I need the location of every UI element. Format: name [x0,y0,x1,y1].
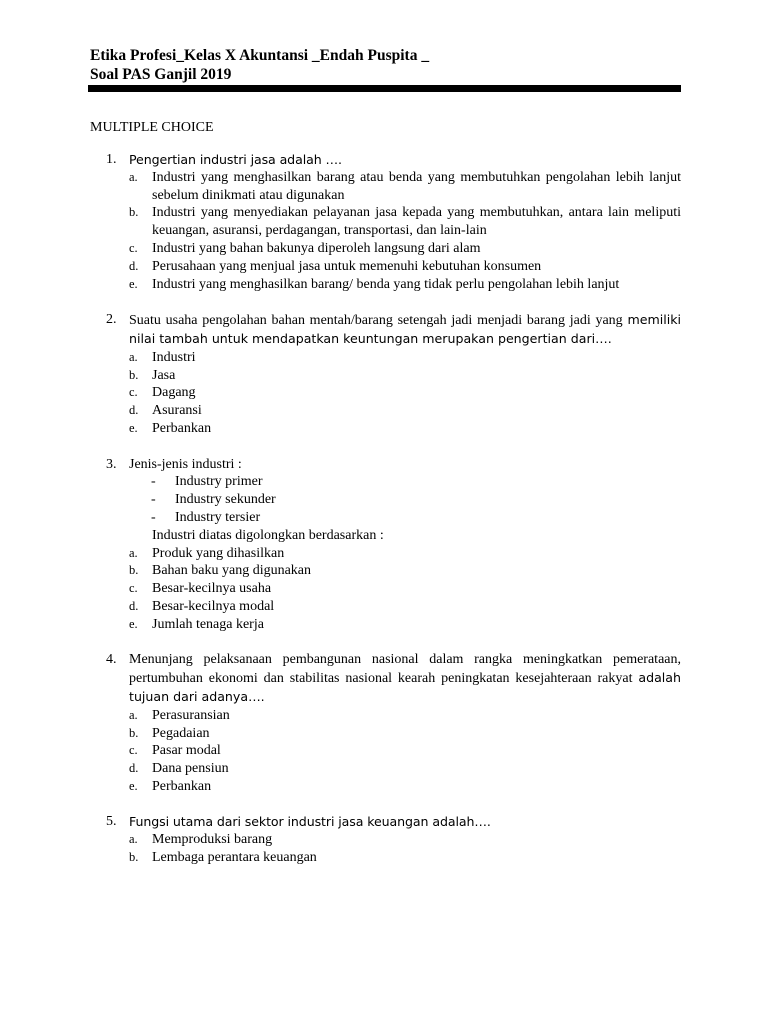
option-b [129,849,681,867]
option-text: Industri yang menghasilkan barang atau benda yang membutuhkan pengolahan lebih lanjut sebelum dinikmati atau digunakan [152,169,681,203]
dash-bullet: - [151,474,156,490]
option-text: Industri [152,349,196,365]
option-letter: d. [129,258,139,273]
option-list [129,707,681,796]
option-letter: a. [129,349,138,364]
question-stem-part: Menunjang pelaksanaan pembangunan nasional dalam rangka meningkatkan pemerataan, pertumbuhan ekonomi dan stabilitas nasional kearah peningkatan kesejahteraan rakyat [129,652,681,687]
question-number: 2. [106,312,117,328]
option-a [129,831,681,849]
header-title-line: Etika Profesi_Kelas X Akuntansi _Endah Puspita _ [90,47,430,64]
option-text: Pasar modal [152,743,221,759]
option-e [129,276,681,294]
question-number: 1. [106,152,117,167]
option-list [129,545,681,634]
option-letter: b. [129,367,139,382]
question-stem-part: adalah tujuan dari adanya…. [129,670,681,704]
dash-bullet: - [151,492,156,508]
option-d [129,598,681,616]
question-stem: Pengertian industri jasa adalah …. [129,152,342,167]
industry-type-list [129,473,681,526]
header-subtitle-line: Soal PAS Ganjil 2019 [90,66,232,83]
option-text: Asuransi [152,403,202,419]
option-d [129,402,681,420]
option-letter: c. [129,581,138,596]
option-text: Industri yang bahan bakunya diperoleh langsung dari alam [152,240,481,256]
question-stem: Jenis-jenis industri : [129,456,242,472]
sub-list-item [129,509,681,527]
option-text: Produk yang dihasilkan [152,545,285,561]
option-text: Bahan baku yang digunakan [152,563,312,579]
question-number: 5. [106,814,117,830]
sub-item-text: Industry primer [175,474,263,490]
option-e [129,420,681,438]
question-1 [90,151,681,293]
option-letter: e. [129,778,138,793]
question-stem: Fungsi utama dari sektor industri jasa keuangan adalah…. [129,814,491,830]
document-header [90,46,682,84]
option-text: Lembaga perantara keuangan [152,850,317,866]
question-stem-part: memiliki nilai tambah untuk mendapatkan keuntungan merupakan pengertian dari…. [129,312,682,346]
option-text: Pegadaian [152,725,210,741]
option-list [129,349,681,438]
question-2 [90,311,681,438]
option-text: Dagang [152,385,196,401]
option-text: Memproduksi barang [152,832,273,848]
option-text: Dana pensiun [152,761,229,777]
option-letter: e. [129,616,138,631]
option-c [129,384,681,402]
option-b [129,562,681,580]
sub-list-item [129,491,681,509]
option-letter: c. [129,240,138,255]
option-e [129,778,681,796]
question-3 [90,456,681,634]
question-note: Industri diatas digolongkan berdasarkan : [152,527,384,543]
option-letter: d. [129,598,139,613]
sub-item-text: Industry tersier [175,509,261,525]
option-a [129,349,681,367]
option-text: Perasuransian [152,707,230,723]
option-text: Industri yang menghasilkan barang/ benda yang tidak perlu pengolahan lebih lanjut [152,276,620,292]
option-text: Jasa [152,367,176,383]
option-a [129,707,681,725]
question-stem [129,311,681,349]
option-letter: b. [129,205,139,220]
option-letter: d. [129,761,139,776]
option-a [129,169,681,205]
option-b [129,725,681,743]
option-text: Perbankan [152,778,212,794]
option-text: Besar-kecilnya usaha [152,581,272,597]
sub-list-item [129,473,681,491]
option-b [129,367,681,385]
option-text: Perusahaan yang menjual jasa untuk memenuhi kebutuhan konsumen [152,258,542,274]
option-b [129,204,681,240]
option-c [129,580,681,598]
option-letter: a. [129,545,138,560]
option-list [129,831,681,867]
question-list [90,151,681,885]
option-letter: e. [129,420,138,435]
header-divider [88,85,681,92]
option-letter: c. [129,385,138,400]
option-letter: b. [129,563,139,578]
question-5 [90,813,681,866]
option-list [129,169,681,294]
sub-item-text: Industry sekunder [175,492,276,508]
option-e [129,616,681,634]
option-letter: b. [129,850,139,865]
dash-bullet: - [151,509,156,525]
option-text: Industri yang menyediakan pelayanan jasa kepada yang membutuhkan, antara lain meliputi keuangan, asuransi, perdagangan, transportasi, dan lain-lain [152,205,681,239]
section-title: MULTIPLE CHOICE [90,120,214,135]
option-letter: b. [129,725,139,740]
option-letter: c. [129,743,138,758]
option-c [129,240,681,258]
question-stem [129,651,681,706]
question-number: 3. [106,456,117,472]
option-a [129,545,681,563]
option-d [129,760,681,778]
question-number: 4. [106,652,117,668]
option-letter: a. [129,832,138,847]
option-text: Jumlah tenaga kerja [152,616,264,632]
option-text: Besar-kecilnya modal [152,598,275,614]
question-stem-part: Suatu usaha pengolahan bahan mentah/barang setengah jadi menjadi barang jadi yang [129,313,623,329]
question-4 [90,651,681,795]
option-letter: a. [129,169,138,184]
option-letter: e. [129,276,138,291]
option-letter: d. [129,403,139,418]
option-c [129,742,681,760]
option-d [129,258,681,276]
option-text: Perbankan [152,420,212,436]
option-letter: a. [129,707,138,722]
